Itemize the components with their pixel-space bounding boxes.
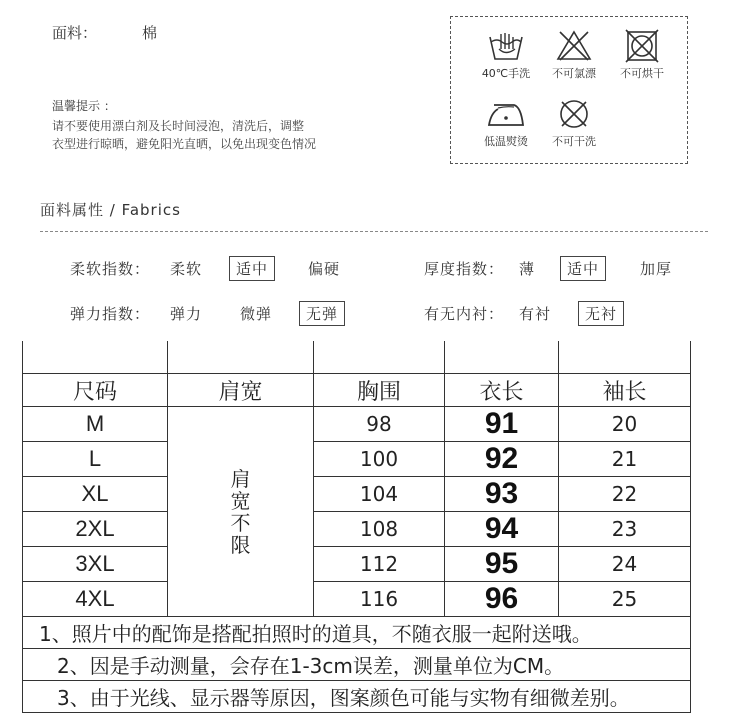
table-row (23, 442, 691, 477)
softness-option-medium-selected: 适中 (229, 256, 275, 281)
low-iron-icon (484, 97, 528, 131)
header-length: 衣长 (445, 374, 559, 407)
care-label-no-bleach: 不可氯漂 (552, 67, 596, 80)
care-item-no-bleach (539, 29, 609, 81)
lining-option-no-selected: 无衬 (578, 301, 624, 326)
care-item-no-dry-clean (539, 97, 609, 149)
size-value: M (23, 407, 168, 442)
no-bleach-icon (554, 29, 594, 63)
header-sleeve: 袖长 (559, 374, 691, 407)
thickness-option-thin: 薄 (519, 260, 536, 278)
sleeve-value: 21 (559, 442, 691, 477)
care-label-no-tumble-dry: 不可烘干 (620, 67, 664, 80)
table-row (23, 582, 691, 617)
size-table-wrap (22, 341, 690, 713)
thickness-option-medium-selected: 适中 (560, 256, 606, 281)
care-item-hand-wash (471, 29, 541, 81)
care-item-low-iron (471, 97, 541, 149)
sleeve-value: 22 (559, 477, 691, 512)
size-value: XL (23, 477, 168, 512)
note-2: 2、因是手动测量，会存在1-3cm误差，测量单位为CM。 (57, 654, 565, 678)
no-dry-clean-icon (554, 97, 594, 131)
header-chest: 胸围 (314, 374, 445, 407)
softness-option-hard: 偏硬 (308, 260, 341, 278)
table-row (23, 512, 691, 547)
care-label-low-iron: 低温熨烫 (484, 135, 528, 148)
chest-value: 104 (314, 477, 445, 512)
shoulder-char-4: 限 (230, 532, 251, 557)
length-value: 96 (445, 582, 559, 617)
length-value: 92 (445, 442, 559, 477)
care-symbols-box (450, 16, 688, 164)
elasticity-option-none-selected: 无弹 (299, 301, 345, 326)
chest-value: 112 (314, 547, 445, 582)
care-tips-title: 温馨提示 ： (52, 99, 116, 113)
elasticity-option-stretch: 弹力 (170, 305, 203, 323)
no-tumble-dry-icon (622, 29, 662, 63)
length-value: 95 (445, 547, 559, 582)
wash-40-icon (486, 29, 526, 63)
header-shoulder: 肩宽 (168, 374, 314, 407)
care-label-hand-wash: 40℃手洗 (481, 67, 531, 80)
table-header-row (23, 374, 691, 407)
sleeve-value: 24 (559, 547, 691, 582)
shoulder-char-3: 不 (230, 510, 251, 535)
shoulder-char-1: 肩 (230, 466, 251, 491)
lining-option-yes: 有衬 (519, 305, 552, 323)
care-item-no-tumble-dry (607, 29, 677, 81)
softness-label: 柔软指数： (70, 260, 151, 278)
note-3: 3、由于光线、显示器等原因，图案颜色可能与实物有细微差别。 (57, 686, 630, 710)
note-1: 1、照片中的配饰是搭配拍照时的道具，不随衣服一起附送哦。 (39, 622, 592, 646)
chest-value: 108 (314, 512, 445, 547)
length-value: 91 (445, 407, 559, 442)
table-row (23, 547, 691, 582)
sleeve-value: 23 (559, 512, 691, 547)
thickness-label: 厚度指数： (424, 260, 505, 278)
note-row (23, 617, 691, 649)
sleeve-value: 25 (559, 582, 691, 617)
care-label-no-dry-clean: 不可干洗 (552, 135, 596, 148)
elasticity-option-slight: 微弹 (240, 305, 273, 323)
table-row (23, 407, 691, 442)
length-value: 94 (445, 512, 559, 547)
sleeve-value: 20 (559, 407, 691, 442)
size-table (22, 341, 691, 713)
size-value: 4XL (23, 582, 168, 617)
softness-option-soft: 柔软 (170, 260, 203, 278)
fabric-value: 棉 (142, 24, 158, 42)
care-tips-line-2: 衣型进行晾晒，避免阳光直晒，以免出现变色情况 (52, 137, 317, 151)
shoulder-unlimited-cell (168, 407, 314, 617)
fabric-label: 面料： (52, 24, 98, 42)
shoulder-char-2: 宽 (230, 488, 251, 513)
header-size: 尺码 (23, 374, 168, 407)
table-row (23, 477, 691, 512)
length-value: 93 (445, 477, 559, 512)
elasticity-label: 弹力指数： (70, 305, 151, 323)
chest-value: 116 (314, 582, 445, 617)
section-divider (40, 231, 708, 232)
table-blank-row (23, 341, 691, 374)
size-value: L (23, 442, 168, 477)
size-value: 3XL (23, 547, 168, 582)
note-row (23, 649, 691, 681)
size-value: 2XL (23, 512, 168, 547)
section-title: 面料属性 / Fabrics (40, 201, 181, 219)
lining-label: 有无内衬： (424, 305, 505, 323)
chest-value: 98 (314, 407, 445, 442)
thickness-option-thick: 加厚 (640, 260, 673, 278)
chest-value: 100 (314, 442, 445, 477)
care-tips-line-1: 请不要使用漂白剂及长时间浸泡，清洗后，调整 (52, 119, 305, 133)
